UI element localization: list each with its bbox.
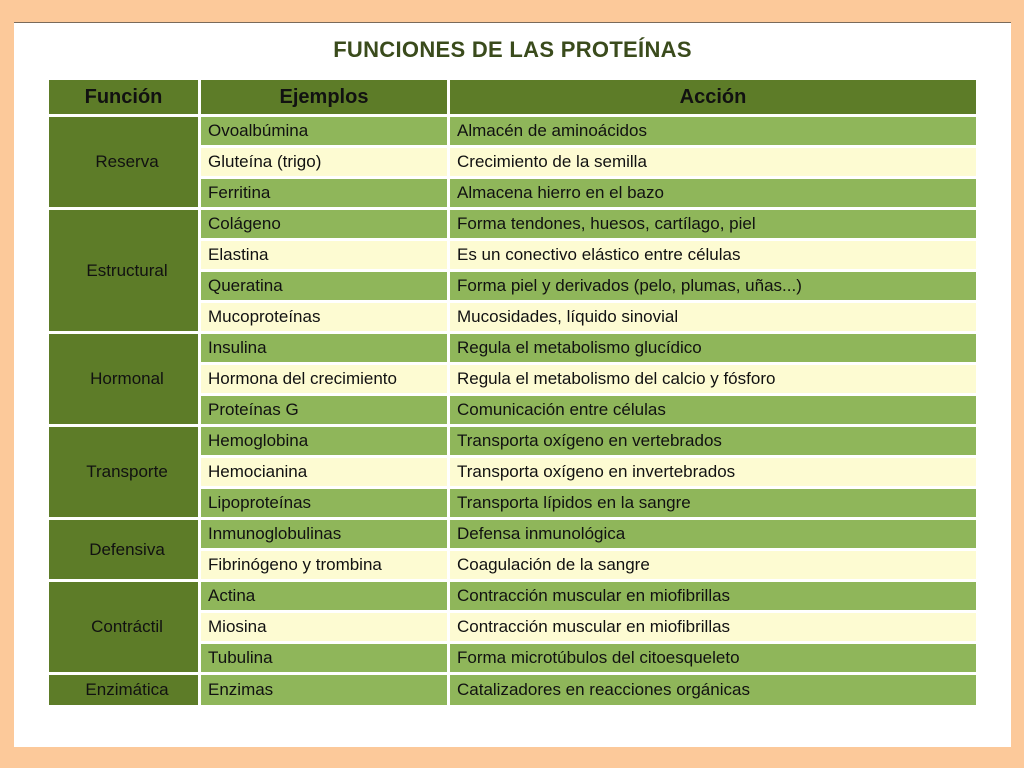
accion-cell: Almacén de aminoácidos [449,116,978,147]
accion-cell: Forma piel y derivados (pelo, plumas, uñas...) [449,271,978,302]
page-title: FUNCIONES DE LAS PROTEÍNAS [333,37,692,62]
funcion-cell: Hormonal [48,333,200,426]
table-body [48,116,978,707]
header-row [48,79,978,116]
funcion-cell: Transporte [48,426,200,519]
ejemplo-cell: Hormona del crecimiento [200,364,449,395]
ejemplo-cell: Miosina [200,612,449,643]
accion-cell: Almacena hierro en el bazo [449,178,978,209]
accion-cell: Forma tendones, huesos, cartílago, piel [449,209,978,240]
accion-cell: Es un conectivo elástico entre células [449,240,978,271]
ejemplo-cell: Ovoalbúmina [200,116,449,147]
accion-cell: Mucosidades, líquido sinovial [449,302,978,333]
accion-cell: Forma microtúbulos del citoesqueleto [449,643,978,674]
ejemplo-cell: Insulina [200,333,449,364]
funcion-cell: Enzimática [48,674,200,707]
accion-cell: Contracción muscular en miofibrillas [449,581,978,612]
accion-cell: Transporta oxígeno en vertebrados [449,426,978,457]
header-accion: Acción [449,79,978,116]
ejemplo-cell: Ferritina [200,178,449,209]
ejemplo-cell: Hemoglobina [200,426,449,457]
header-funcion: Función [48,79,200,116]
accion-cell: Comunicación entre células [449,395,978,426]
accion-cell: Catalizadores en reacciones orgánicas [449,674,978,707]
ejemplo-cell: Gluteína (trigo) [200,147,449,178]
proteins-table [46,77,979,708]
ejemplo-cell: Queratina [200,271,449,302]
funcion-cell: Contráctil [48,581,200,674]
ejemplo-cell: Actina [200,581,449,612]
table-row [48,333,978,364]
accion-cell: Contracción muscular en miofibrillas [449,612,978,643]
ejemplo-cell: Enzimas [200,674,449,707]
accion-cell: Defensa inmunológica [449,519,978,550]
funcion-cell: Defensiva [48,519,200,581]
ejemplo-cell: Elastina [200,240,449,271]
ejemplo-cell: Tubulina [200,643,449,674]
table-row [48,116,978,147]
table-row [48,209,978,240]
accion-cell: Transporta oxígeno en invertebrados [449,457,978,488]
accion-cell: Regula el metabolismo del calcio y fósforo [449,364,978,395]
ejemplo-cell: Inmunoglobulinas [200,519,449,550]
accion-cell: Regula el metabolismo glucídico [449,333,978,364]
accion-cell: Coagulación de la sangre [449,550,978,581]
ejemplo-cell: Mucoproteínas [200,302,449,333]
table-row [48,426,978,457]
accion-cell: Transporta lípidos en la sangre [449,488,978,519]
ejemplo-cell: Lipoproteínas [200,488,449,519]
funcion-cell: Reserva [48,116,200,209]
ejemplo-cell: Fibrinógeno y trombina [200,550,449,581]
table-row [48,674,978,707]
ejemplo-cell: Hemocianina [200,457,449,488]
header-ejemplos: Ejemplos [200,79,449,116]
slide [14,22,1011,747]
accion-cell: Crecimiento de la semilla [449,147,978,178]
ejemplo-cell: Colágeno [200,209,449,240]
table-row [48,581,978,612]
funcion-cell: Estructural [48,209,200,333]
table-row [48,519,978,550]
ejemplo-cell: Proteínas G [200,395,449,426]
